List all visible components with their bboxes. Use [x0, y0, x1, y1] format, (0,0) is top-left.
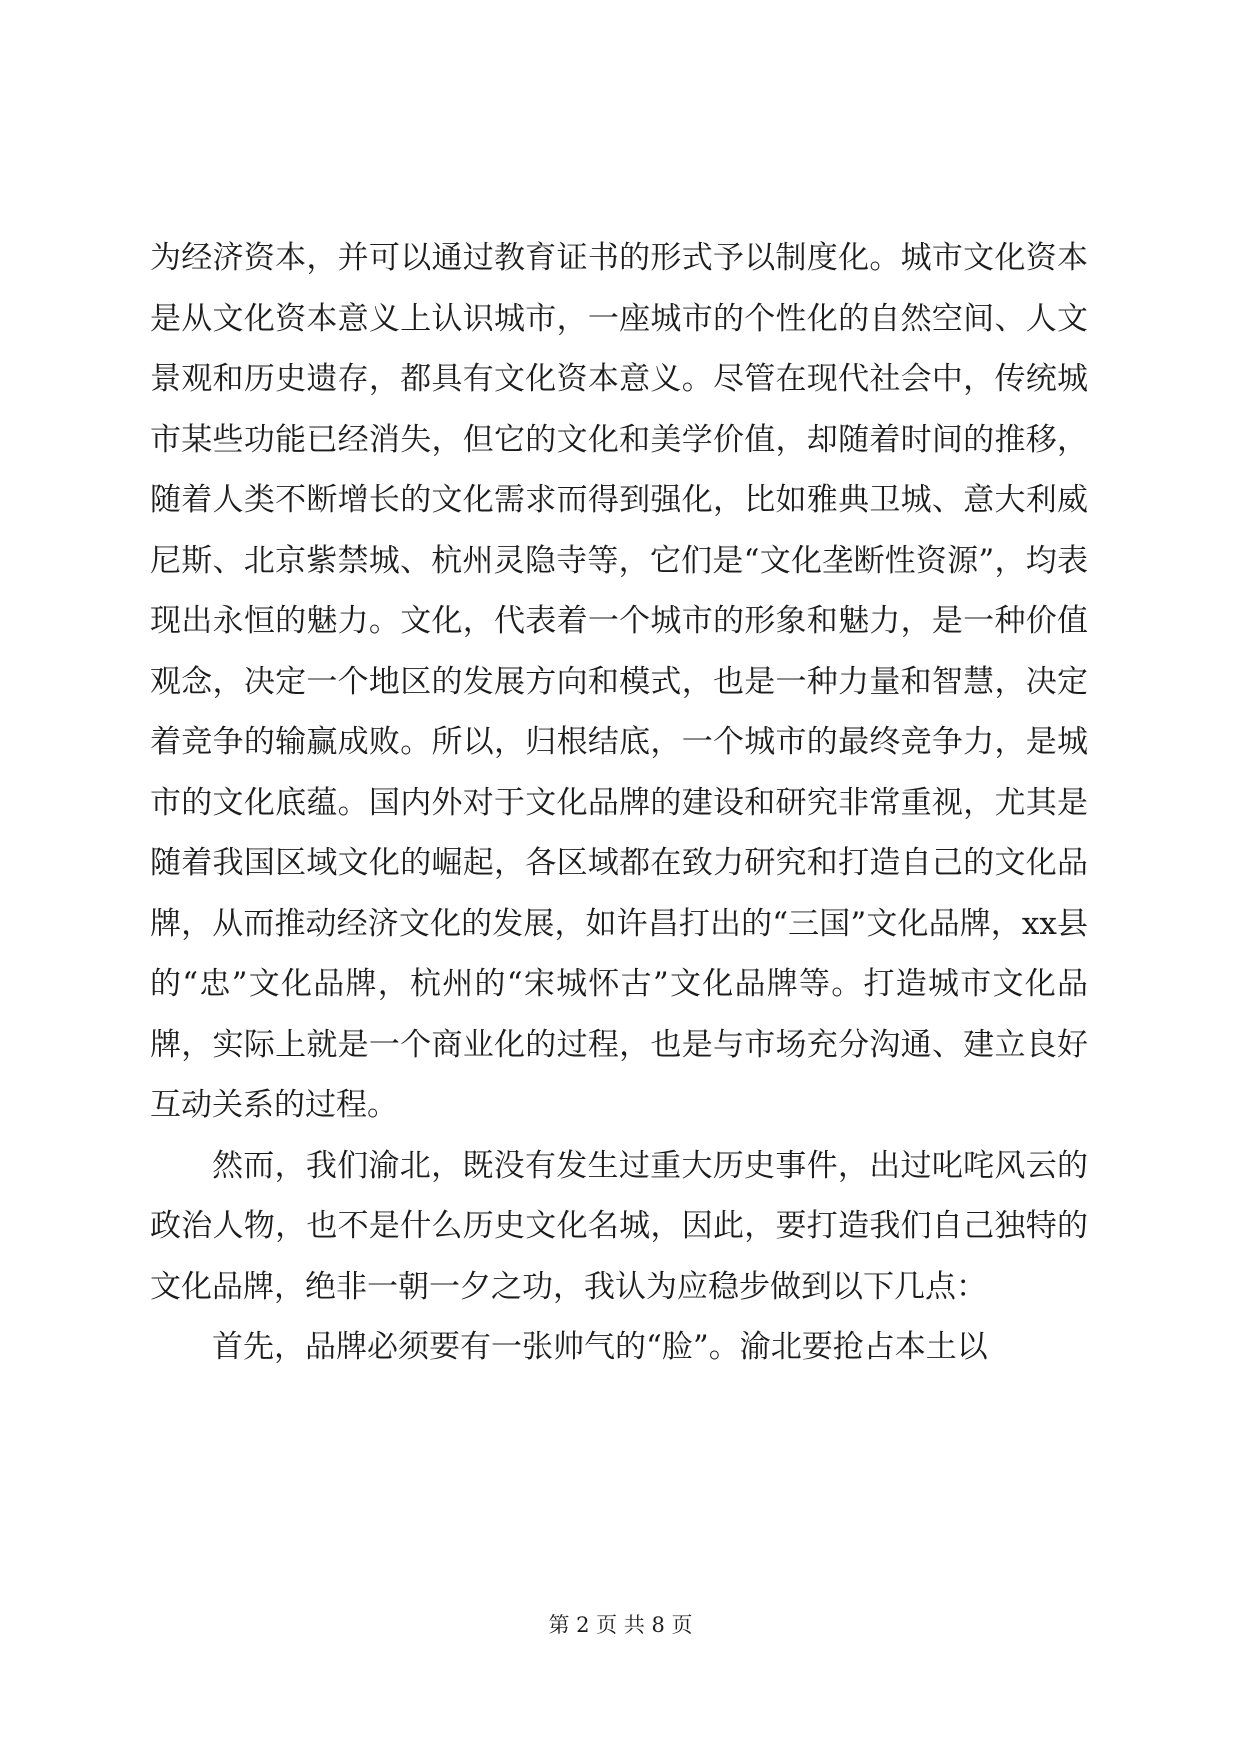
- paragraph-3: 首先，品牌必须要有一张帅气的“脸”。渝北要抢占本土以: [212, 1329, 988, 1365]
- paragraph-1: 为经济资本，并可以通过教育证书的形式予以制度化。城市文化资本是从文化资本意义上认识城市，一座城市的个性化的自然空间、人文景观和历史遗存，都具有文化资本意义。尽管在现代社会中，传统城市某些功能已经消失，但它的文化和美学价值，却随着时间的推移，随着人类不断增长的文化需求而得到强化，比如雅典卫城、意大利威尼斯、北京紫禁城、杭州灵隐寺等，它们是“文化垄断性资源”，均表现出永恒的魅力。文化，代表着一个城市的形象和魅力，是一种价值观念，决定一个地区的发展方向和模式，也是一种力量和智慧，决定着竞争的输赢成败。所以，归根结底，一个城市的最终竞争力，是城市的文化底蕴。国内外对于文化品牌的建设和研究非常重视，尤其是随着我国区域文化的崛起，各区域都在致力研究和打造自己的文化品牌，从而推动经济文化的发展，如许昌打出的“三国”文化品牌，xx县的“忠”文化品牌，杭州的“宋城怀古”文化品牌等。打造城市文化品牌，实际上就是一个商业化的过程，也是与市场充分沟通、建立良好互动关系的过程。: [150, 240, 1088, 1123]
- body-text: [150, 228, 1088, 1378]
- page-footer: 第 2 页 共 8 页: [548, 1613, 693, 1637]
- paragraph-2: 然而，我们渝北，既没有发生过重大历史事件，出过叱咤风云的政治人物，也不是什么历史文化名城，因此，要打造我们自己独特的文化品牌，绝非一朝一夕之功，我认为应稳步做到以下几点：: [150, 1147, 1088, 1305]
